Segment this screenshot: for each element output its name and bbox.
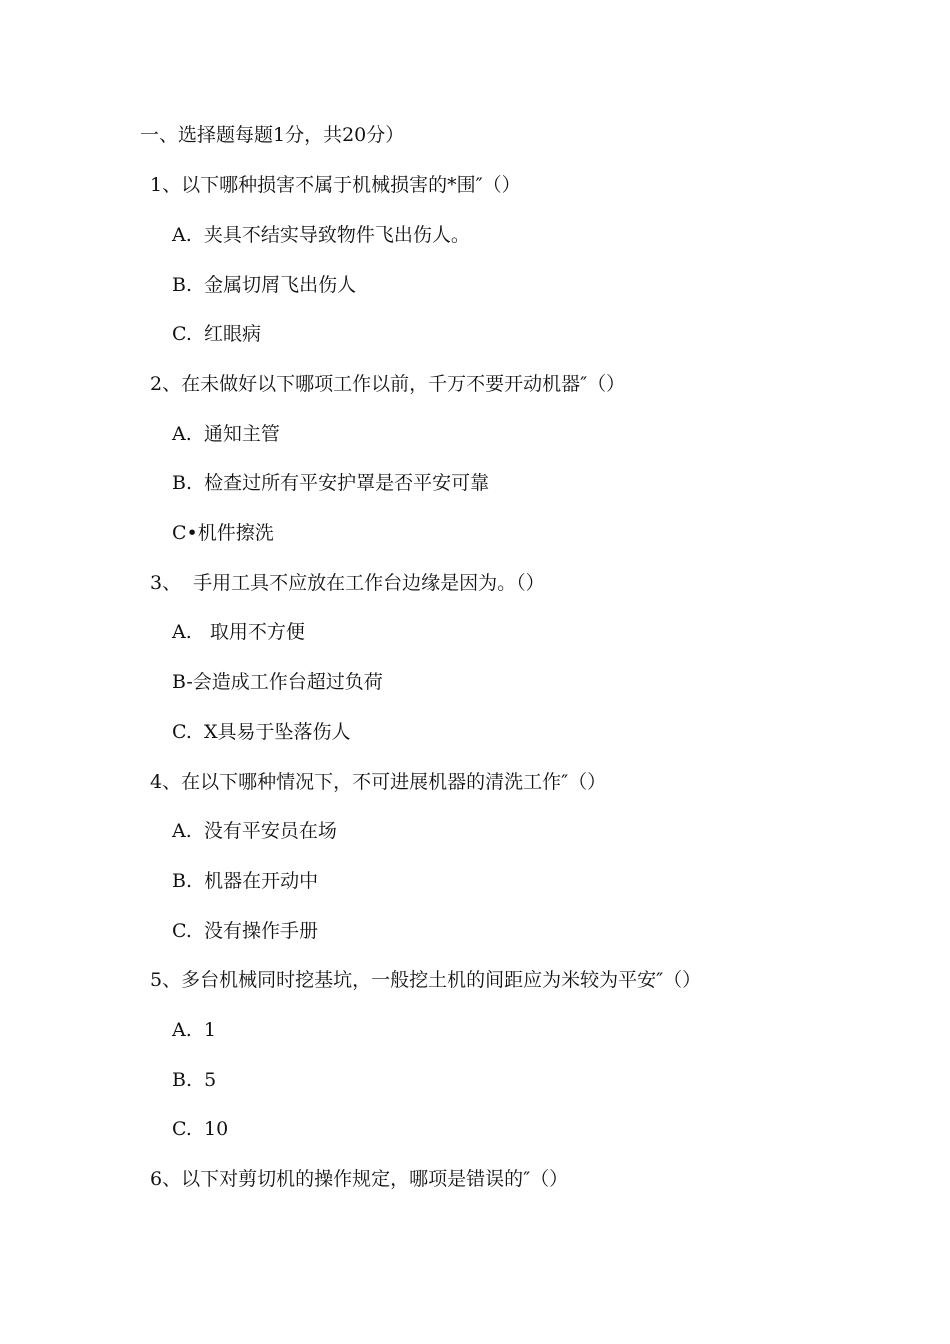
question-5-stem: 5、多台机械同时挖基坑，一般挖土机的间距应为米较为平安″（）: [150, 969, 702, 991]
question-2-option-c: C•机件擦洗: [172, 522, 274, 544]
question-5-option-c: C. 10: [172, 1118, 229, 1140]
question-4-option-c: C. 没有操作手册: [172, 920, 318, 942]
question-5-option-b: B. 5: [172, 1069, 217, 1091]
question-2-option-b: B. 检查过所有平安护罩是否平安可靠: [172, 472, 490, 494]
question-1-option-c: C. 红眼病: [172, 323, 261, 345]
question-2-option-a: A. 通知主管: [172, 423, 280, 445]
section-title: 一、选择题每题1分，共20分）: [140, 124, 405, 146]
question-4-stem: 4、在以下哪种情况下，不可进展机器的清洗工作″（）: [150, 771, 607, 793]
question-3-stem: 3、 手用工具不应放在工作台边缘是因为。（）: [150, 572, 545, 594]
question-1-stem: 1、以下哪种损害不属于机械损害的*围″（）: [150, 174, 521, 196]
question-1-option-a: A. 夹具不结实导致物件飞出伤人。: [172, 224, 470, 246]
question-6-stem: 6、以下对剪切机的操作规定，哪项是错误的″（）: [150, 1168, 569, 1190]
question-4-option-a: A. 没有平安员在场: [172, 820, 337, 842]
question-3-option-a: A. 取用不方便: [172, 621, 305, 643]
question-2-stem: 2、在未做好以下哪项工作以前，千万不要开动机器″（）: [150, 373, 626, 395]
question-4-option-b: B. 机器在开动中: [172, 870, 319, 892]
question-3-option-c: C. X具易于坠落伤人: [172, 721, 351, 743]
question-5-option-a: A. 1: [172, 1019, 216, 1041]
question-1-option-b: B. 金属切屑飞出伤人: [172, 274, 357, 296]
question-3-option-b: B-会造成工作台超过负荷: [172, 671, 383, 693]
